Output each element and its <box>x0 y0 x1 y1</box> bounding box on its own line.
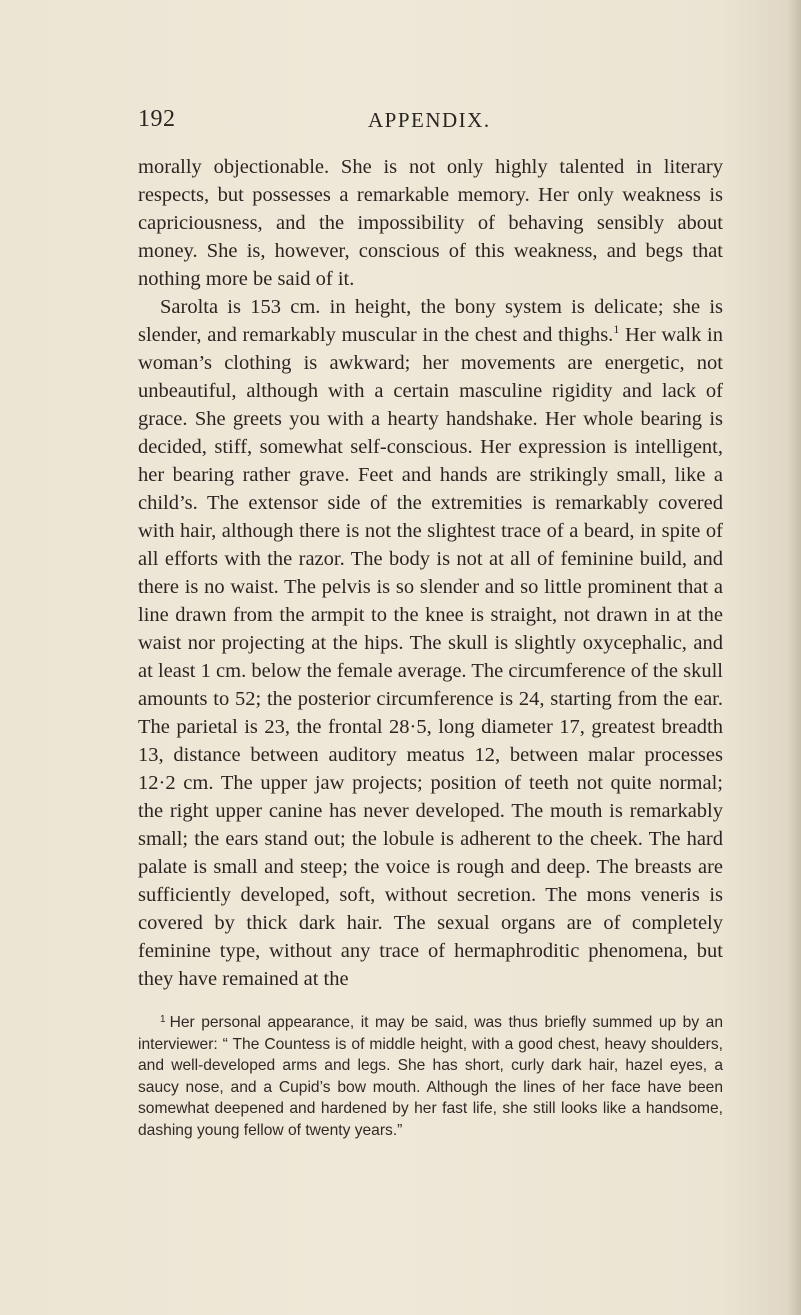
paragraph-2 <box>138 293 723 993</box>
footnote <box>138 1012 723 1141</box>
running-title: APPENDIX. <box>368 108 491 132</box>
paragraph-1: morally objectionable. She is not only highly talented in literary respects, but possesses a remarkable memory. Her only weakness is capriciousness, and the impossibility of behaving sensibly about money. She is, however, conscious of this weakness, and begs that nothing more be said of it. <box>138 156 723 290</box>
page-number: 192 <box>138 106 176 132</box>
page-edge-shadow <box>787 0 801 1315</box>
paragraph-2-part-2: Her walk in woman’s clothing is awkward; her movements are energetic, not unbeautiful, although with a certain masculine rigidity and lack of grace. She greets you with a hearty handshake. Her whole bearing is decided, stiff, somewhat self-conscious. Her expression is intelligent, her bearing rather grave. Feet and hands are strikingly small, like a child’s. The extensor side of the extremities is remarkably covered with hair, although there is not the slightest trace of a beard, in spite of all efforts with the razor. The body is not at all of feminine build, and there is no waist. The pelvis is so slender and so little prominent that a line drawn from the armpit to the knee is straight, not drawn in at the waist nor projecting at the hips. The skull is slightly oxycephalic, and at least 1 cm. below the female average. The circumference of the skull amounts to 52; the posterior circumference is 24, starting from the ear. The parietal is 23, the frontal 28·5, long diameter 17, greatest breadth 13, distance between auditory meatus 12, between malar processes 12·2 cm. The upper jaw projects; position of teeth not quite normal; the right upper canine has never developed. The mouth is remarkably small; the ears stand out; the lobule is adherent to the cheek. The hard palate is small and steep; the voice is rough and deep. The breasts are sufficiently developed, soft, without secretion. The mons veneris is covered by thick dark hair. The sexual organs are of completely feminine type, without any trace of hermaphroditic phenomena, but they have remained at the <box>138 324 723 990</box>
main-text <box>138 153 723 993</box>
paragraph-2-part-1: Sarolta is 153 cm. in height, the bony system is delicate; she is slender, and remarkably muscular in the chest and thighs. <box>138 296 723 346</box>
footnote-reference: 1 <box>613 322 620 336</box>
footnote-text: Her personal appearance, it may be said, was thus briefly summed up by an interviewer: “ The Countess is of middle height, with a good chest, heavy shoulders, and well-developed arms and legs. She has short, curly dark hair, hazel eyes, a saucy nose, and a Cupid’s bow mouth. Although the lines of her face have been somewhat deepened and hardened by her fast life, she still looks like a handsome, dashing young fellow of twenty years.” <box>138 1014 723 1139</box>
footnote-marker: 1 <box>160 1014 166 1025</box>
running-head <box>138 106 723 136</box>
